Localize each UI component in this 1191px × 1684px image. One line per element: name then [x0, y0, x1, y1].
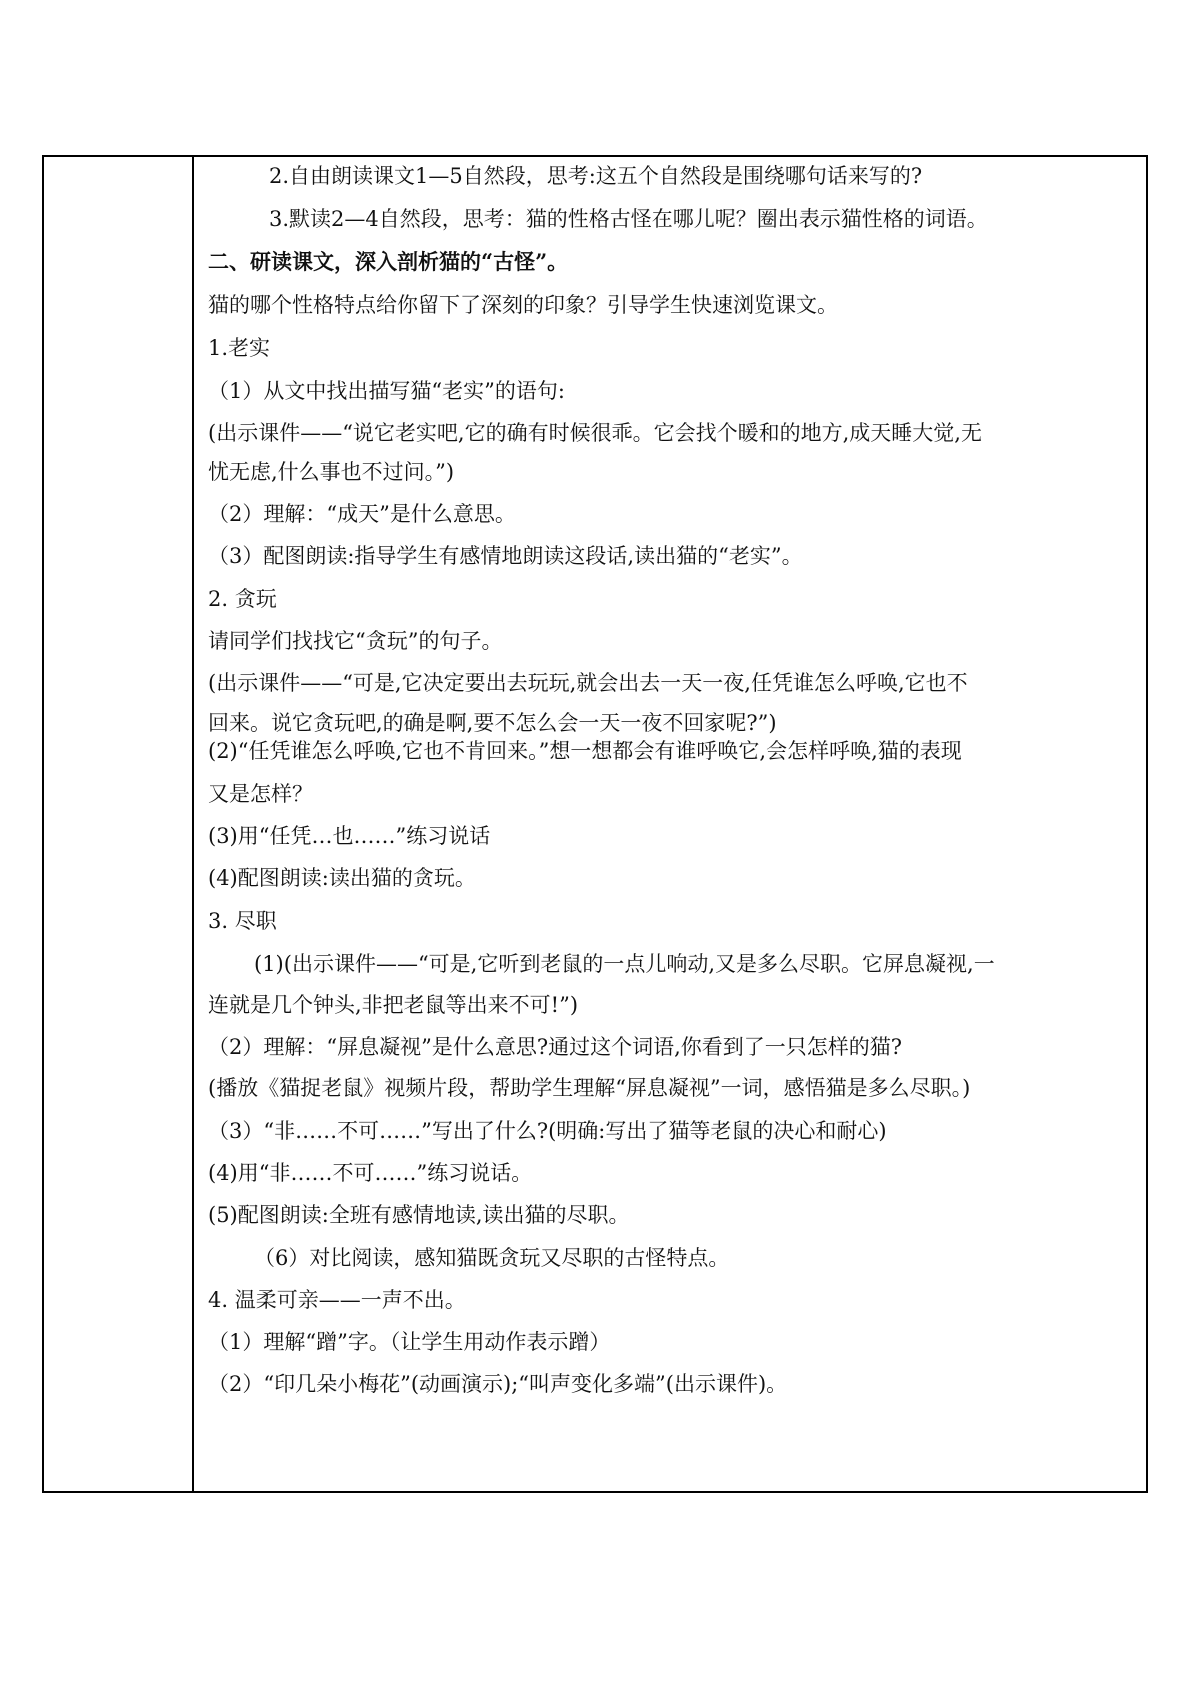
text-line: (2)“任凭谁怎么呼唤,它也不肯回来。”想一想都会有谁呼唤它,会怎样呼唤,猫的表现: [208, 739, 962, 763]
text-line: （1）理解“蹭”字。（让学生用动作表示蹭）: [208, 1330, 611, 1354]
text-line: (出示课件——“可是,它决定要出去玩玩,就会出去一天一夜,任凭谁怎么呼唤,它也不: [208, 671, 968, 695]
left-column-cell: [44, 157, 194, 1491]
text-line: (播放《猫捉老鼠》视频片段，帮助学生理解“屏息凝视”一词，感悟猫是多么尽职。): [208, 1076, 971, 1100]
text-line: 2.自由朗读课文1—5自然段，思考:这五个自然段是围绕哪句话来写的?: [269, 164, 923, 188]
section-heading: 二、研读课文，深入剖析猫的“古怪”。: [208, 249, 569, 274]
text-line: 连就是几个钟头,非把老鼠等出来不可!”): [208, 993, 579, 1017]
text-line: 忧无虑,什么事也不过问。”): [208, 460, 455, 484]
text-line: 2. 贪玩: [208, 587, 277, 611]
text-line: (3)用“任凭…也……”练习说话: [208, 824, 491, 848]
text-line: （6）对比阅读，感知猫既贪玩又尽职的古怪特点。: [254, 1246, 730, 1270]
content-cell: [194, 157, 1146, 1491]
text-line: （2）理解：“屏息凝视”是什么意思?通过这个词语,你看到了一只怎样的猫?: [208, 1035, 903, 1059]
text-line: 1.老实: [208, 336, 271, 360]
text-line: 猫的哪个性格特点给你留下了深刻的印象？引导学生快速浏览课文。: [208, 293, 838, 317]
text-line: (5)配图朗读:全班有感情地读,读出猫的尽职。: [208, 1203, 630, 1227]
text-line: 回来。说它贪玩吧,的确是啊,要不怎么会一天一夜不回家呢?”): [208, 711, 777, 735]
text-line: 请同学们找找它“贪玩”的句子。: [208, 629, 503, 653]
text-line: 又是怎样？: [208, 782, 313, 806]
text-line: (1)(出示课件——“可是,它听到老鼠的一点儿响动,又是多么尽职。它屏息凝视,一: [254, 952, 995, 976]
lesson-table: [42, 155, 1148, 1493]
text-line: (4)用“非……不可……”练习说话。: [208, 1161, 533, 1185]
text-line: （2）理解：“成天”是什么意思。: [208, 502, 516, 526]
text-line: (4)配图朗读:读出猫的贪玩。: [208, 866, 476, 890]
text-line: （2）“印几朵小梅花”(动画演示);“叫声变化多端”(出示课件)。: [208, 1372, 788, 1396]
text-line: 3. 尽职: [208, 909, 277, 933]
text-line: （3）“非……不可……”写出了什么?(明确:写出了猫等老鼠的决心和耐心): [208, 1119, 887, 1143]
text-line: 3.默读2—4自然段，思考：猫的性格古怪在哪儿呢？圈出表示猫性格的词语。: [269, 207, 988, 231]
text-line: （1）从文中找出描写猫“老实”的语句:: [208, 379, 565, 403]
text-line: 4. 温柔可亲——一声不出。: [208, 1288, 466, 1312]
text-line: （3）配图朗读:指导学生有感情地朗读这段话,读出猫的“老实”。: [208, 544, 803, 568]
text-line: (出示课件——“说它老实吧,它的确有时候很乖。它会找个暖和的地方,成天睡大觉,无: [208, 421, 982, 445]
